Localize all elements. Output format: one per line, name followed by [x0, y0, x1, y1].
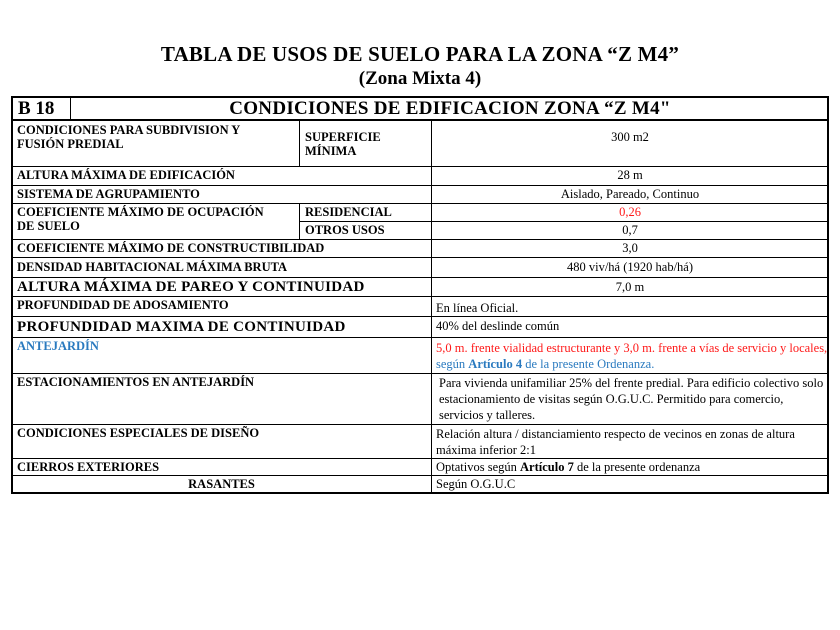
page-subtitle: (Zona Mixta 4)	[358, 68, 482, 89]
antejardin-distances: 5,0 m. frente vialidad estructurante y 3,0 m. frente a vías de servicio y locales,	[436, 341, 828, 355]
row-value-otros-usos: 0,7	[622, 223, 638, 237]
row-value-cierros	[432, 460, 828, 474]
row-value-densidad: 480 viv/há (1920 hab/há)	[566, 260, 693, 274]
row-value-continuidad: 40% del deslinde común	[436, 319, 560, 333]
table-code: B 18	[18, 98, 55, 119]
cierros-article-link[interactable]: Artículo 7	[520, 460, 574, 474]
table-heading: CONDICIONES DE EDIFICACION ZONA “Z M4"	[229, 98, 671, 119]
page-title: TABLA DE USOS DE SUELO PARA LA ZONA “Z M4”	[160, 42, 680, 66]
row-value-adosamiento: En línea Oficial.	[436, 301, 519, 315]
row-label-subdivision: CONDICIONES PARA SUBDIVISION Y FUSIÓN PREDIAL	[17, 123, 240, 151]
row-label-diseno: CONDICIONES ESPECIALES DE DISEÑO	[17, 426, 260, 440]
antejardin-article-link[interactable]: Artículo 4	[468, 357, 523, 371]
row-label-cierros: CIERROS EXTERIORES	[17, 460, 160, 474]
row-label-adosamiento: PROFUNDIDAD DE ADOSAMIENTO	[17, 298, 229, 312]
row-value-altura-maxima: 28 m	[617, 168, 643, 182]
row-label-rasantes: RASANTES	[188, 477, 255, 491]
cierros-ref-suffix: de la presente ordenanza	[573, 460, 701, 474]
row-label-continuidad: PROFUNDIDAD MAXIMA DE CONTINUIDAD	[17, 319, 346, 335]
row-label-densidad: DENSIDAD HABITACIONAL MÁXIMA BRUTA	[17, 260, 288, 274]
row-label-constructibilidad: COEFICIENTE MÁXIMO DE CONSTRUCTIBILIDAD	[17, 241, 325, 255]
row-label-ocupacion: COEFICIENTE MÁXIMO DE OCUPACIÓN DE SUELO	[17, 205, 264, 233]
row-value-estacionamientos: Para vivienda unifamiliar 25% del frente predial. Para edificio colectivo solo estacionamiento de visitas según O.G.U.C. Permitido para comercio, servicios y talleres.	[439, 376, 824, 422]
row-sublabel-residencial: RESIDENCIAL	[305, 205, 392, 219]
row-value-diseno: Relación altura / distanciamiento respecto de vecinos en zonas de altura máxima inferior 2:1	[436, 427, 795, 457]
row-label-pareo: ALTURA MÁXIMA DE PAREO Y CONTINUIDAD	[17, 279, 365, 295]
row-value-rasantes: Según O.G.U.C	[436, 477, 516, 491]
row-sublabel-superficie: SUPERFICIE MÍNIMA	[305, 130, 381, 158]
row-value-antejardin	[432, 340, 828, 372]
antejardin-ref-prefix: según	[436, 357, 469, 371]
row-value-residencial: 0,26	[619, 205, 641, 219]
row-sublabel-otros-usos: OTROS USOS	[305, 223, 385, 237]
row-label-estacionamientos: ESTACIONAMIENTOS EN ANTEJARDÍN	[17, 375, 255, 389]
row-label-altura-maxima: ALTURA MÁXIMA DE EDIFICACIÓN	[17, 168, 235, 182]
row-value-constructibilidad: 3,0	[622, 241, 638, 255]
row-value-pareo: 7,0 m	[615, 280, 645, 294]
antejardin-ref-suffix: de la presente Ordenanza.	[522, 357, 655, 371]
row-value-subdivision: 300 m2	[611, 130, 649, 144]
row-value-agrupamiento: Aislado, Pareado, Continuo	[560, 187, 700, 201]
row-label-agrupamiento: SISTEMA DE AGRUPAMIENTO	[17, 187, 200, 201]
cierros-ref-prefix: Optativos según	[436, 460, 521, 474]
row-label-antejardin: ANTEJARDÍN	[17, 339, 99, 353]
